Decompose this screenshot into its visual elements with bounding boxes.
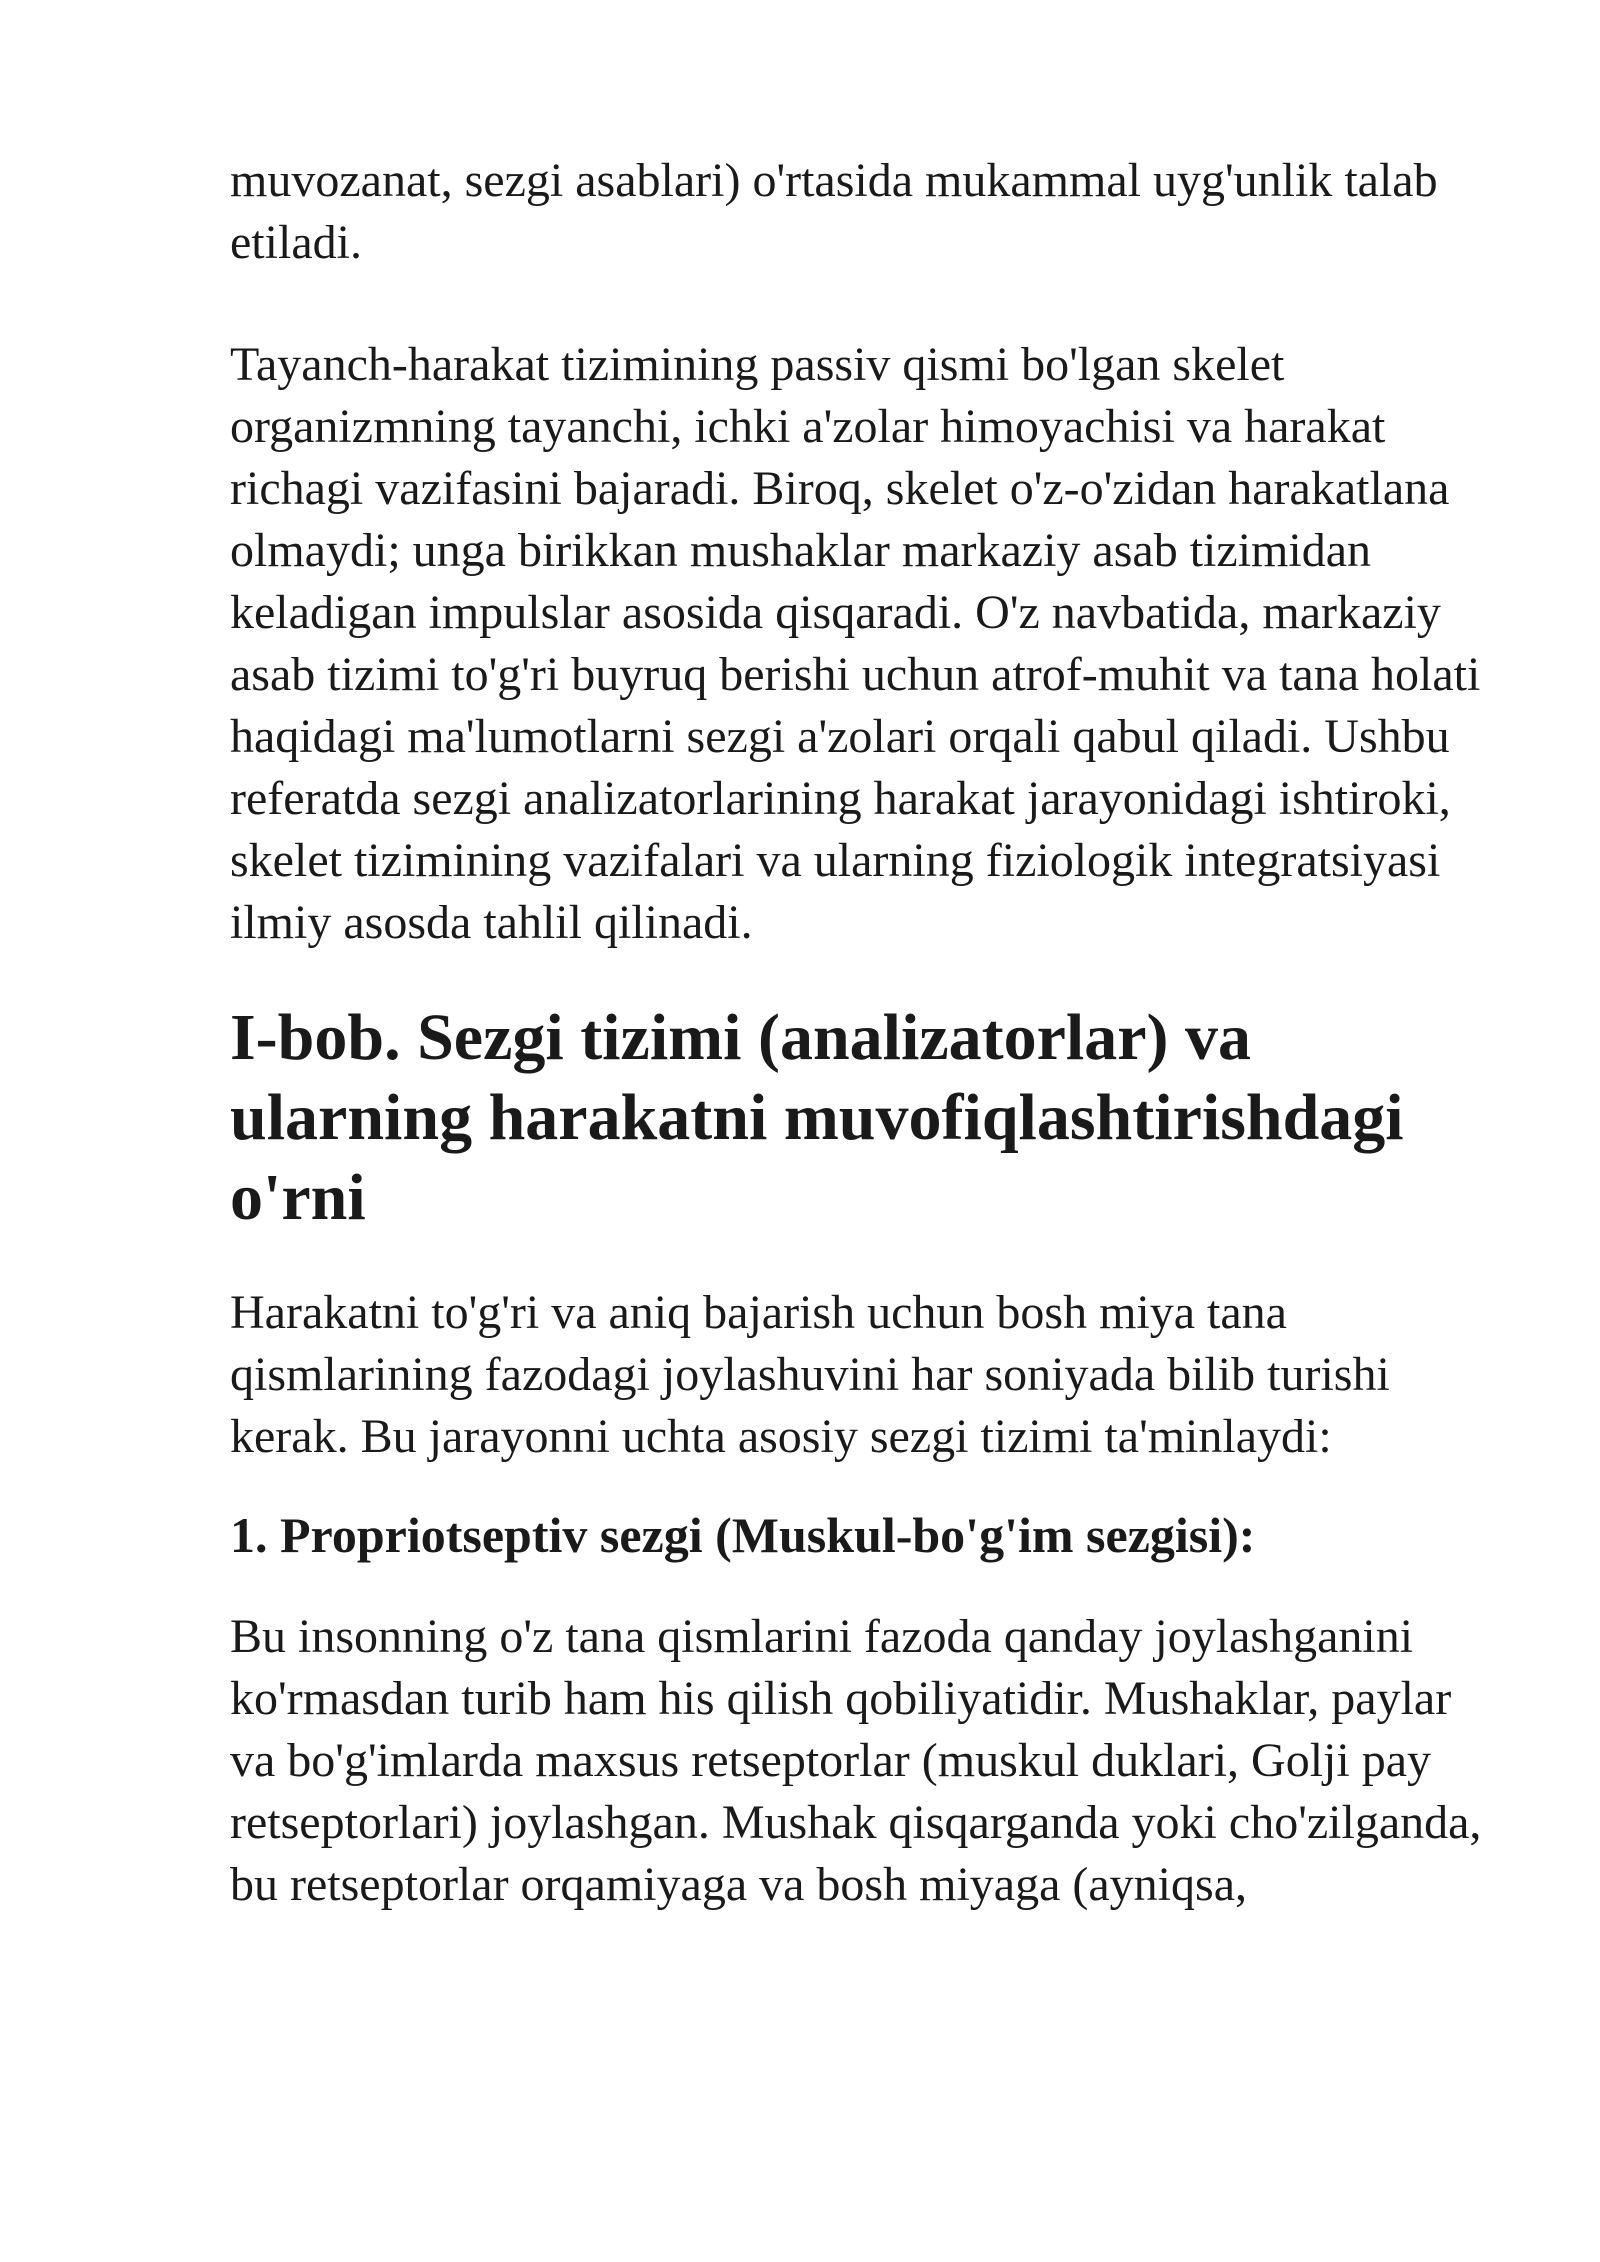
document-page — [230, 150, 1500, 1952]
paragraph-continuation: muvozanat, sezgi asablari) o'rtasida mukammal uyg'unlik talab etiladi. — [230, 154, 1438, 269]
paragraph-chapter-intro: Harakatni to'g'ri va aniq bajarish uchun bosh miya tana qismlarining fazodagi joylashuvini har soniyada bilib turishi kerak. Bu jarayonni uchta asosiy sezgi tizimi ta'minlaydi: — [230, 1286, 1390, 1463]
chapter-heading: I-bob. Sezgi tizimi (analizatorlar) va ularning harakatni muvofiqlashtirishdagi o'rni — [230, 1001, 1404, 1234]
paragraph-intro: Tayanch-harakat tizimining passiv qismi bo'lgan skelet organizmning tayanchi, ichki a'zolar himoyachisi va harakat richagi vazifasini bajaradi. Biroq, skelet o'z-o'zidan harakatlana olmaydi; unga birikkan mushaklar markaziy asab tizimidan keladigan impulslar asosida qisqaradi. O'z navbatida, markaziy asab tizimi to'g'ri buyruq berishi uchun atrof-muhit va tana holati haqidagi ma'lumotlarni sezgi a'zolari orqali qabul qiladi. Ushbu referatda sezgi analizatorlarining harakat jarayonidagi ishtiroki, skelet tizimining vazifalari va ularning fiziologik integratsiyasi ilmiy asosda tahlil qilinadi. — [230, 338, 1481, 949]
section-heading-proprioceptive: 1. Propriotseptiv sezgi (Muskul-bo'g'im sezgisi): — [230, 1507, 1256, 1563]
paragraph-proprioceptive: Bu insonning o'z tana qismlarini fazoda qanday joylashganini ko'rmasdan turib ham his qilish qobiliyatidir. Mushaklar, paylar va bo'g'imlarda maxsus retseptorlar (muskul duklari, Golji pay retseptorlari) joylashgan. Mushak qisqarganda yoki cho'zilganda, bu retseptorlar orqamiyaga va bosh miyaga (ayniqsa, — [230, 1610, 1482, 1911]
